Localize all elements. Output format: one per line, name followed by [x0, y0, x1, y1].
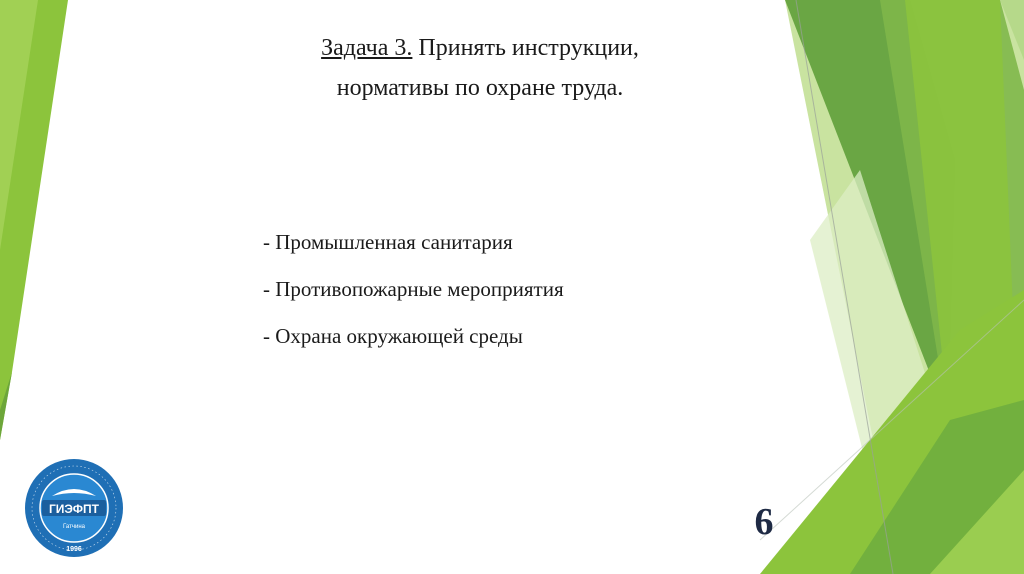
bullet-item: - Охрана окружающей среды — [263, 324, 523, 348]
title-line2: нормативы по охране труда — [336, 75, 618, 101]
page-number: 6 — [754, 501, 774, 543]
institute-logo — [22, 456, 126, 560]
bullet-list — [263, 222, 564, 363]
title-period: . — [617, 75, 624, 101]
logo-city: Гатчина — [63, 524, 85, 530]
logo-name: ГИЭФПТ — [48, 502, 100, 516]
bullet-item: - Противопожарные мероприятия — [263, 277, 564, 301]
slide-title — [200, 28, 760, 108]
title-rest-line1: Принять инструкции, — [412, 35, 639, 61]
bullet-item: - Промышленная санитария — [263, 230, 513, 254]
logo-year: 1996 — [66, 546, 82, 553]
task-label: Задача 3. — [321, 35, 413, 61]
